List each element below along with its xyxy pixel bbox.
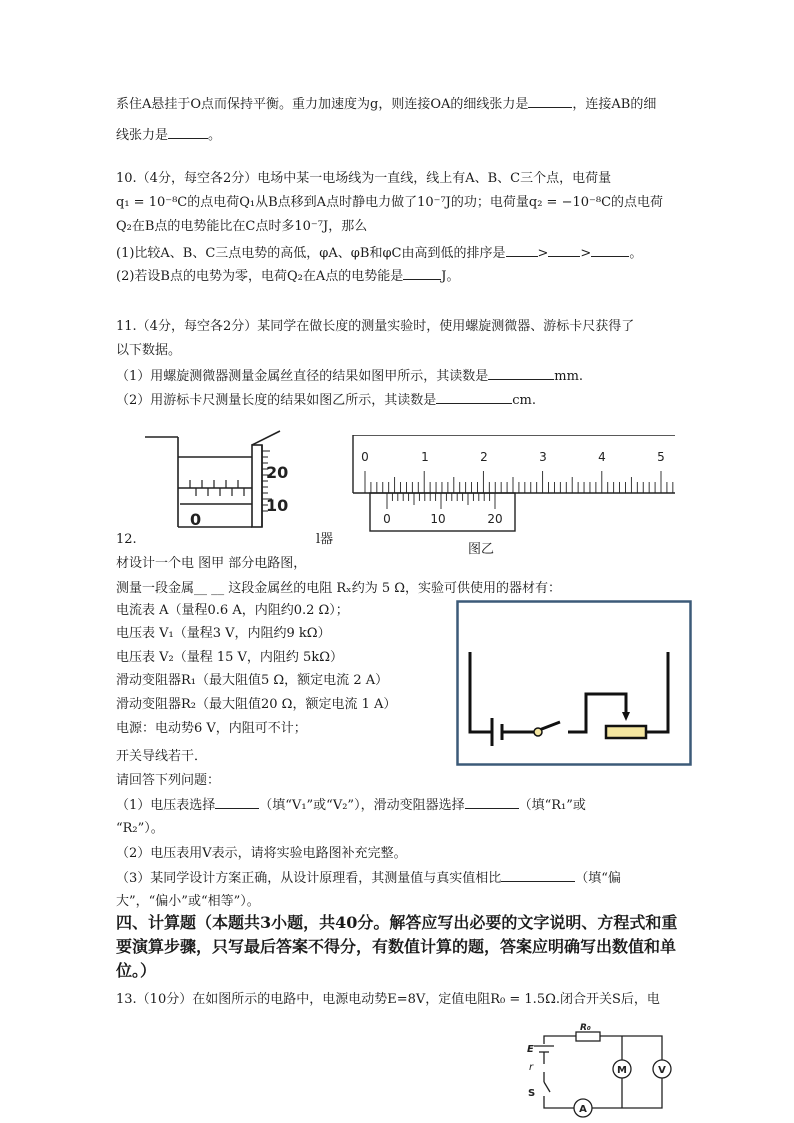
ammeter-icon: A — [579, 1104, 587, 1115]
answer-blank[interactable] — [548, 244, 580, 257]
q13-circuit-figure — [522, 1022, 684, 1122]
q10-line-4: (1)比较A、B、C三点电势的高低，φA、φB和φC由高到低的排序是 > > 。 — [116, 246, 643, 261]
q12-line-3: 测量一段金属__ __ 这段金属丝的电阻 Rₓ约为 5 Ω，实验可供使用的器材有： — [116, 581, 562, 596]
q12-answer-3-cont: 大”，“偏小”或“相等”）。 — [116, 894, 260, 909]
section-4-heading: 四、计算题（本题共3小题，共40分。解答应写出必要的文字说明、方程式和重 — [116, 913, 678, 932]
q12-answer-2: （2）电压表用V表示，请将实验电路图补充完整。 — [116, 846, 407, 861]
micrometer-label: 10 — [266, 496, 289, 515]
equipment-rheostat-2: 滑动变阻器R₂（最大阻值20 Ω，额定电流 1 A） — [116, 697, 397, 712]
main-scale-label: 1 — [421, 450, 429, 464]
equipment-rheostat-1: 滑动变阻器R₁（最大阻值5 Ω，额定电流 2 A） — [116, 673, 389, 688]
answer-blank[interactable] — [501, 869, 575, 882]
equipment-switch: 开关导线若干． — [116, 749, 208, 764]
vernier-scale-label: 0 — [383, 512, 391, 526]
q12-line-2: 材设计一个电 图甲 部分电路图， — [116, 556, 307, 571]
answer-blank[interactable] — [403, 267, 441, 280]
q12-answer-1-cont: “R₂”）。 — [116, 821, 164, 836]
q12-circuit-figure — [456, 600, 692, 766]
main-scale-label: 2 — [480, 450, 488, 464]
answer-blank[interactable] — [215, 796, 259, 809]
answer-blank[interactable] — [465, 796, 519, 809]
q9-line-2: 线张力是 。 — [116, 128, 222, 143]
q13-line-1: 13.（10分）在如图所示的电路中，电源电动势E=8V，定值电阻R₀ = 1.5Ω.闭合开关S后，电 — [116, 992, 660, 1007]
micrometer-figure — [140, 425, 320, 535]
equipment-voltmeter-2: 电压表 V₂（量程 15 V，内阻约 5kΩ） — [116, 650, 343, 665]
questions-prompt: 请回答下列问题： — [116, 773, 221, 788]
equipment-ammeter: 电流表 A（量程0.6 A，内阻约0.2 Ω）； — [116, 603, 349, 618]
micrometer-label: 20 — [266, 463, 289, 482]
answer-blank[interactable] — [488, 367, 554, 380]
q10-line-1: 10.（4分，每空各2分）电场中某一电场线为一直线，线上有A、B、C三个点，电荷量 — [116, 171, 612, 186]
q11-line-2: 以下数据。 — [116, 343, 182, 358]
q12-answer-1: （1）电压表选择 （填“V₁”或“V₂”），滑动变阻器选择 （填“R₁”或 — [116, 798, 586, 813]
main-scale-label: 3 — [539, 450, 547, 464]
answer-blank[interactable] — [506, 244, 538, 257]
q11-line-4: （2）用游标卡尺测量长度的结果如图乙所示，其读数是 cm. — [116, 393, 537, 408]
equipment-voltmeter-1: 电压表 V₁（量程3 V，内阻约9 kΩ） — [116, 626, 331, 641]
vernier-scale-label: 20 — [487, 512, 503, 526]
main-scale-label: 5 — [657, 450, 665, 464]
main-scale-label: 4 — [598, 450, 606, 464]
circuit-label-S: S — [528, 1088, 536, 1099]
q10-line-2: q₁ = 10⁻⁸C的点电荷Q₁从B点移到A点时静电力做了10⁻⁷J的功；电荷量q₂ = −10⁻⁸C的点电荷 — [116, 195, 664, 210]
main-scale-label: 0 — [361, 450, 369, 464]
circuit-label-r: r — [529, 1062, 534, 1073]
micrometer-label: 0 — [190, 510, 202, 529]
q12-number: 12. — [116, 532, 137, 547]
voltmeter-icon: V — [658, 1065, 666, 1076]
answer-blank[interactable] — [168, 126, 208, 139]
answer-blank[interactable] — [528, 95, 572, 108]
section-4-heading-cont: 要演算步骤，只写最后答案不得分，有数值计算的题，答案应明确写出数值和单 — [116, 937, 677, 956]
q11-line-1: 11.（4分，每空各2分）某同学在做长度的测量实验时，使用螺旋测微器、游标卡尺获得了 — [116, 319, 635, 334]
q10-line-5: (2)若设B点的电势为零，电荷Q₂在A点的电势能是 J。 — [116, 269, 460, 284]
q9-line-1: 系住A悬挂于O点而保持平衡。重力加速度为g，则连接OA的细线张力是 ，连接AB的细 — [116, 97, 657, 112]
caliper-figure — [350, 435, 680, 535]
q12-answer-3: （3）某同学设计方案正确，从设计原理看，其测量值与真实值相比 （填“偏 — [116, 871, 621, 886]
caliper-caption: 图乙 — [468, 542, 495, 557]
circuit-label-E: E — [527, 1044, 534, 1055]
motor-icon: M — [617, 1065, 627, 1076]
vernier-scale-label: 10 — [430, 512, 446, 526]
q11-line-3: （1）用螺旋测微器测量金属丝直径的结果如图甲所示，其读数是 mm. — [116, 369, 584, 384]
section-4-heading-end: 位。） — [116, 961, 157, 980]
answer-blank[interactable] — [591, 244, 629, 257]
circuit-label-R0: R₀ — [580, 1023, 591, 1033]
q12-fragment: l器 — [316, 532, 334, 547]
answer-blank[interactable] — [436, 391, 512, 404]
equipment-source: 电源：电动势6 V，内阻可不计； — [116, 721, 307, 736]
q10-line-3: Q₂在B点的电势能比在C点时多10⁻⁷J，那么 — [116, 219, 368, 234]
